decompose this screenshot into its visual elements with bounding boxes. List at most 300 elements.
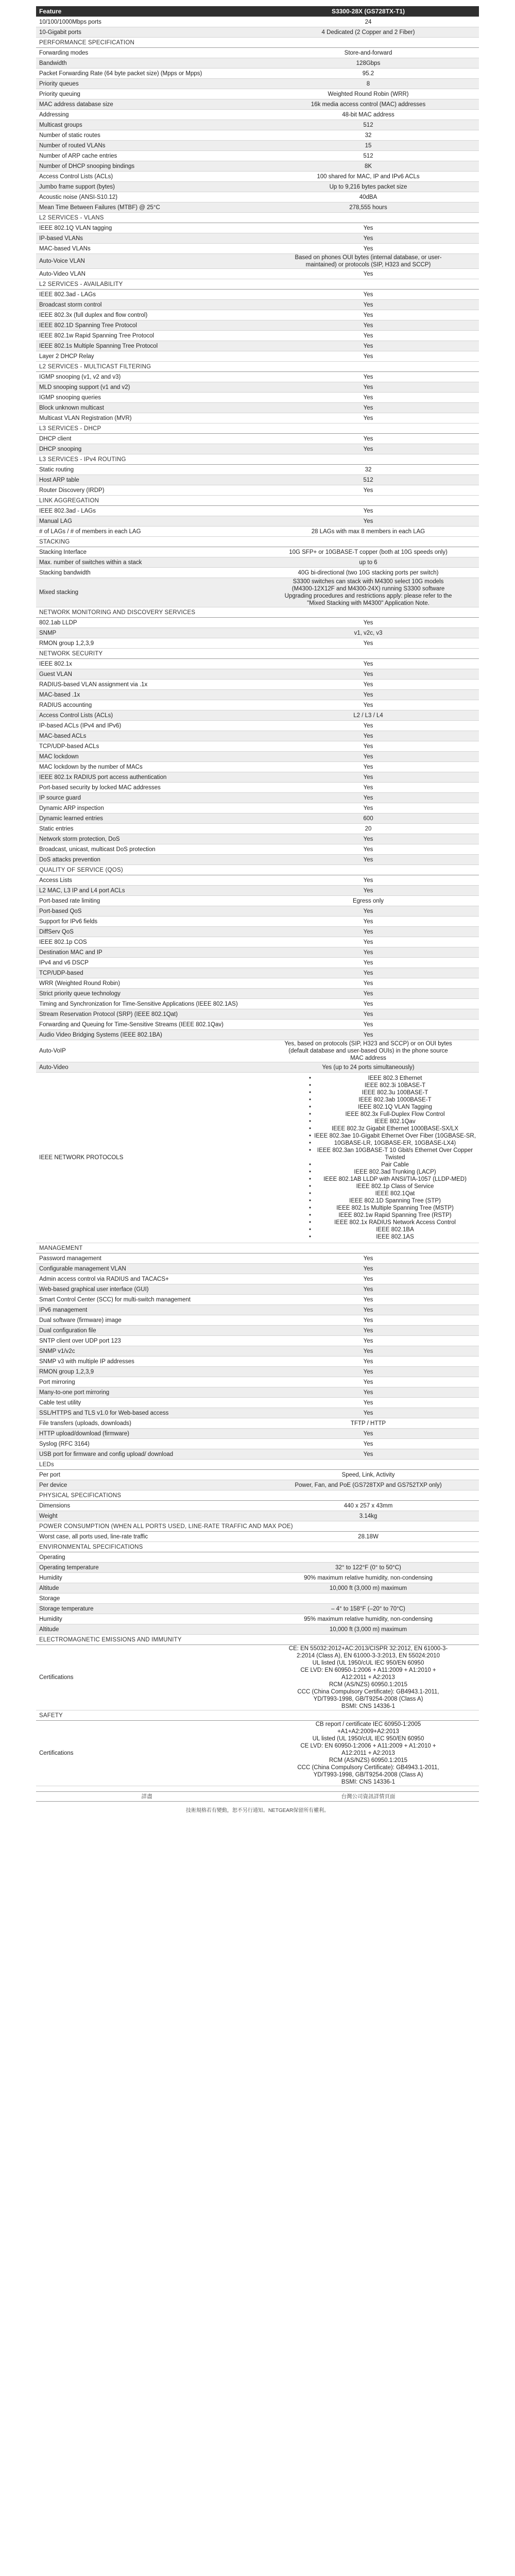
- spec-row: [36, 382, 479, 393]
- spec-row: [36, 269, 479, 279]
- protocol-item: • IEEE 802.1w Rapid Spanning Tree (RSTP): [310, 1212, 476, 1219]
- section-title: QUALITY OF SERVICE (QOS): [36, 865, 479, 875]
- spec-row: [36, 1030, 479, 1040]
- spec-row: [36, 710, 479, 721]
- spec-value: 32: [258, 465, 479, 475]
- spec-label: Broadcast, unicast, multicast DoS protection: [36, 844, 258, 855]
- spec-value: Yes: [258, 233, 479, 244]
- spec-value: Yes: [258, 1305, 479, 1315]
- spec-label: Multicast VLAN Registration (MVR): [36, 413, 258, 423]
- section-title: ENVIRONMENTAL SPECIFICATIONS: [36, 1542, 479, 1552]
- section-title: POWER CONSUMPTION (WHEN ALL PORTS USED, LINE-RATE TRAFFIC AND MAX POE): [36, 1521, 479, 1532]
- spec-label: Storage: [36, 1594, 258, 1604]
- spec-value: Yes: [258, 772, 479, 783]
- spec-row: [36, 700, 479, 710]
- spec-row: [36, 1274, 479, 1284]
- spec-value: 3.14kg: [258, 1511, 479, 1521]
- spec-label: Auto-Voice VLAN: [36, 254, 258, 269]
- page-footer: [36, 1791, 479, 1802]
- protocol-item: • IEEE 802.1AB LLDP with ANSI/TIA-1057 (LLDP-MED): [310, 1176, 476, 1183]
- spec-row: [36, 1604, 479, 1614]
- protocol-item: • IEEE 802.3 Ethernet: [310, 1075, 476, 1082]
- spec-label: Operating: [36, 1552, 258, 1563]
- spec-row: [36, 896, 479, 906]
- spec-label: IEEE 802.3ad - LAGs: [36, 506, 258, 516]
- spec-row: [36, 721, 479, 731]
- spec-row: [36, 1326, 479, 1336]
- protocol-item: • 10GBASE-LR, 10GBASE-ER, 10GBASE-LX4): [310, 1140, 476, 1147]
- spec-label: Auto-Video VLAN: [36, 269, 258, 279]
- protocol-item: • IEEE 802.1Q VLAN Tagging: [310, 1104, 476, 1111]
- spec-row: [36, 1552, 479, 1563]
- spec-row: [36, 669, 479, 680]
- spec-label: RADIUS accounting: [36, 700, 258, 710]
- spec-label: Mean Time Between Failures (MTBF) @ 25°C: [36, 202, 258, 213]
- spec-value: Yes: [258, 906, 479, 917]
- spec-label: Dual software (firmware) image: [36, 1315, 258, 1326]
- spec-label: Broadcast storm control: [36, 300, 258, 310]
- spec-row: [36, 516, 479, 527]
- spec-label: IPv4 and v6 DSCP: [36, 958, 258, 968]
- spec-value: Egress only: [258, 896, 479, 906]
- header-feature: Feature: [36, 6, 258, 17]
- spec-row: [36, 578, 479, 607]
- spec-row: [36, 803, 479, 814]
- spec-value: Yes: [258, 1030, 479, 1040]
- spec-label: Manual LAG: [36, 516, 258, 527]
- spec-value: Yes: [258, 223, 479, 233]
- spec-value: 15: [258, 141, 479, 151]
- footnote: 技術規格若有變動，恕不另行通知。NETGEAR保留所有權利。: [185, 1808, 330, 1814]
- spec-label: Password management: [36, 1253, 258, 1264]
- spec-row: [36, 1408, 479, 1418]
- spec-label: Audio Video Bridging Systems (IEEE 802.1BA): [36, 1030, 258, 1040]
- spec-value: 10,000 ft (3,000 m) maximum: [258, 1583, 479, 1594]
- spec-value: Yes: [258, 958, 479, 968]
- spec-row: [36, 1645, 479, 1710]
- spec-value: Yes: [258, 1264, 479, 1274]
- spec-value: Yes: [258, 393, 479, 403]
- spec-label: Dynamic learned entries: [36, 814, 258, 824]
- spec-label: Admin access control via RADIUS and TACACS+: [36, 1274, 258, 1284]
- spec-value: [258, 1552, 479, 1563]
- spec-label: Humidity: [36, 1573, 258, 1583]
- spec-label: Worst case, all ports used, line-rate traffic: [36, 1532, 258, 1542]
- spec-value: 8K: [258, 161, 479, 172]
- spec-row: [36, 875, 479, 886]
- spec-value: 600: [258, 814, 479, 824]
- spec-value: Yes: [258, 968, 479, 978]
- spec-row: [36, 290, 479, 300]
- spec-value: Yes: [258, 638, 479, 649]
- protocol-item: • IEEE 802.3z Gigabit Ethernet 1000BASE-SX/LX: [310, 1125, 476, 1132]
- spec-label: IEEE 802.3x (full duplex and flow control): [36, 310, 258, 320]
- spec-label: Block unknown multicast: [36, 403, 258, 413]
- spec-label: Number of ARP cache entries: [36, 151, 258, 161]
- section-header: [36, 362, 479, 372]
- spec-row: [36, 834, 479, 844]
- spec-row: [36, 783, 479, 793]
- protocol-item: • IEEE 802.3x Full-Duplex Flow Control: [310, 1111, 476, 1118]
- spec-row: [36, 1721, 479, 1786]
- protocol-item: • Pair Cable: [310, 1161, 476, 1168]
- spec-label: Stream Reservation Protocol (SRP) (IEEE 802.1Qat): [36, 1009, 258, 1020]
- spec-row: [36, 927, 479, 937]
- spec-value: 10,000 ft (3,000 m) maximum: [258, 1624, 479, 1635]
- spec-value: 16k media access control (MAC) addresses: [258, 99, 479, 110]
- spec-row: [36, 120, 479, 130]
- spec-label: Network storm protection, DoS: [36, 834, 258, 844]
- spec-row: [36, 855, 479, 865]
- protocol-item: • IEEE 802.3ab 1000BASE-T: [310, 1096, 476, 1104]
- spec-value: 100 shared for MAC, IP and IPv6 ACLs: [258, 172, 479, 182]
- spec-label: Stacking bandwidth: [36, 568, 258, 578]
- spec-row: [36, 141, 479, 151]
- spec-value: Yes: [258, 978, 479, 989]
- spec-row: [36, 244, 479, 254]
- spec-value: Yes: [258, 269, 479, 279]
- spec-row: [36, 793, 479, 803]
- spec-row: [36, 172, 479, 182]
- spec-value: Yes: [258, 1408, 479, 1418]
- spec-label: MAC lockdown: [36, 752, 258, 762]
- spec-row: [36, 1583, 479, 1594]
- spec-row: [36, 372, 479, 382]
- spec-label: # of LAGs / # of members in each LAG: [36, 527, 258, 537]
- spec-value: Yes: [258, 1367, 479, 1377]
- spec-label: DoS attacks prevention: [36, 855, 258, 865]
- spec-row: [36, 690, 479, 700]
- spec-value: Store-and-forward: [258, 48, 479, 58]
- spec-value: 4 Dedicated (2 Copper and 2 Fiber): [258, 27, 479, 38]
- section-header: [36, 496, 479, 506]
- spec-row: [36, 906, 479, 917]
- spec-row: [36, 48, 479, 58]
- spec-label: Auto-VoIP: [36, 1040, 258, 1062]
- protocol-item: • IEEE 802.3i 10BASE-T: [310, 1082, 476, 1089]
- spec-value: v1, v2c, v3: [258, 628, 479, 638]
- spec-row: [36, 1511, 479, 1521]
- spec-row: [36, 1073, 479, 1243]
- spec-label: Host ARP table: [36, 475, 258, 485]
- section-header: [36, 537, 479, 547]
- spec-label: Dual configuration file: [36, 1326, 258, 1336]
- spec-value: Yes: [258, 351, 479, 362]
- spec-table: [36, 6, 479, 1786]
- section-title: LINK AGGREGATION: [36, 496, 479, 506]
- spec-value: Yes: [258, 700, 479, 710]
- spec-value: 278,555 hours: [258, 202, 479, 213]
- spec-row: [36, 917, 479, 927]
- spec-row: [36, 202, 479, 213]
- spec-label: Cable test utility: [36, 1398, 258, 1408]
- spec-row: [36, 618, 479, 628]
- spec-row: [36, 233, 479, 244]
- spec-row: [36, 1357, 479, 1367]
- spec-value: Yes: [258, 834, 479, 844]
- spec-value: Yes: [258, 1429, 479, 1439]
- spec-value: Yes: [258, 917, 479, 927]
- spec-label: Access Lists: [36, 875, 258, 886]
- spec-label: Bandwidth: [36, 58, 258, 69]
- spec-label: Syslog (RFC 3164): [36, 1439, 258, 1449]
- spec-value: Yes: [258, 1357, 479, 1367]
- spec-row: [36, 659, 479, 669]
- spec-label: SNMP v1/v2c: [36, 1346, 258, 1357]
- spec-label: Per port: [36, 1470, 258, 1480]
- spec-label: Dynamic ARP inspection: [36, 803, 258, 814]
- spec-row: [36, 1480, 479, 1490]
- spec-label: Auto-Video: [36, 1062, 258, 1073]
- spec-label: IEEE 802.3ad - LAGs: [36, 290, 258, 300]
- spec-value: Yes: [258, 1449, 479, 1460]
- spec-label: Destination MAC and IP: [36, 947, 258, 958]
- spec-label: Multicast groups: [36, 120, 258, 130]
- spec-label: IEEE 802.1s Multiple Spanning Tree Protocol: [36, 341, 258, 351]
- spec-value: Yes, based on protocols (SIP, H323 and SCCP) or on OUI bytes (default database and user-based OUIs) in the phone source MAC address: [258, 1040, 479, 1062]
- spec-value: Yes: [258, 444, 479, 454]
- spec-label: Layer 2 DHCP Relay: [36, 351, 258, 362]
- spec-row: [36, 110, 479, 120]
- spec-value: 32° to 122°F (0° to 50°C): [258, 1563, 479, 1573]
- spec-label: TCP/UDP-based ACLs: [36, 741, 258, 752]
- spec-value: CE: EN 55032:2012+AC:2013/CISPR 32:2012, EN 61000-3- 2:2014 (Class A), EN 61000-3-3:2013, EN 55024:2010 UL listed (UL 1950/cUL IEC 950/EN 60950 CE LVD: EN 60950-1:2006 + A11:2009 + A1:2010 + A12:2011 + A2:2013 RCM (AS/NZS) 60950.1:2015 CCC (China Compulsory Certificate): GB4943.1-2011, YD/T993-1998, GB/T9254-2008 (Class A) BSMI: CNS 14336-1: [258, 1645, 479, 1710]
- spec-label: Dimensions: [36, 1501, 258, 1511]
- spec-row: [36, 69, 479, 79]
- spec-value: Yes (up to 24 ports simultaneously): [258, 1062, 479, 1073]
- spec-label: MAC-based ACLs: [36, 731, 258, 741]
- protocol-item: • IEEE 802.1BA: [310, 1226, 476, 1233]
- spec-label: Priority queuing: [36, 89, 258, 99]
- spec-label: MAC-based VLANs: [36, 244, 258, 254]
- spec-row: [36, 130, 479, 141]
- protocol-item: • IEEE 802.1s Multiple Spanning Tree (MSTP): [310, 1205, 476, 1212]
- spec-label: Port-based security by locked MAC addresses: [36, 783, 258, 793]
- spec-label: IP source guard: [36, 793, 258, 803]
- spec-value: Weighted Round Robin (WRR): [258, 89, 479, 99]
- spec-row: [36, 254, 479, 269]
- spec-label: Access Control Lists (ACLs): [36, 710, 258, 721]
- spec-value: Yes: [258, 1315, 479, 1326]
- spec-value: Yes: [258, 1326, 479, 1336]
- section-header: [36, 279, 479, 290]
- spec-value: Up to 9,216 bytes packet size: [258, 182, 479, 192]
- spec-label: Altitude: [36, 1583, 258, 1594]
- spec-row: [36, 413, 479, 423]
- spec-row: [36, 444, 479, 454]
- section-title: SAFETY: [36, 1710, 479, 1721]
- protocol-item: • IEEE 802.1x RADIUS Network Access Control: [310, 1219, 476, 1226]
- spec-value: Yes: [258, 300, 479, 310]
- spec-label: Router Discovery (IRDP): [36, 485, 258, 496]
- section-header: [36, 1521, 479, 1532]
- spec-row: [36, 1367, 479, 1377]
- spec-label: TCP/UDP-based: [36, 968, 258, 978]
- spec-value: 95.2: [258, 69, 479, 79]
- protocol-item: • IEEE 802.1D Spanning Tree (STP): [310, 1197, 476, 1205]
- spec-value: Yes: [258, 382, 479, 393]
- spec-value: Yes: [258, 331, 479, 341]
- protocol-list: [305, 1075, 476, 1241]
- spec-row: [36, 403, 479, 413]
- spec-label: IGMP snooping queries: [36, 393, 258, 403]
- spec-value: [258, 1594, 479, 1604]
- spec-label: Many-to-one port mirroring: [36, 1387, 258, 1398]
- spec-value: 32: [258, 130, 479, 141]
- spec-row: [36, 161, 479, 172]
- spec-value: – 4° to 158°F (–20° to 70°C): [258, 1604, 479, 1614]
- spec-row: [36, 638, 479, 649]
- spec-label: Port-based rate limiting: [36, 896, 258, 906]
- spec-value: Yes: [258, 516, 479, 527]
- spec-row: [36, 182, 479, 192]
- spec-row: [36, 341, 479, 351]
- spec-row: [36, 1336, 479, 1346]
- spec-row: [36, 485, 479, 496]
- spec-value: 95% maximum relative humidity, non-condensing: [258, 1614, 479, 1624]
- spec-row: [36, 331, 479, 341]
- spec-label: MAC lockdown by the number of MACs: [36, 762, 258, 772]
- spec-label: Timing and Synchronization for Time-Sensitive Applications (IEEE 802.1AS): [36, 999, 258, 1009]
- spec-label: Mixed stacking: [36, 578, 258, 607]
- spec-value: Yes: [258, 803, 479, 814]
- spec-value: Yes: [258, 1274, 479, 1284]
- spec-row: [36, 1501, 479, 1511]
- section-title: LEDs: [36, 1460, 479, 1470]
- spec-value: Yes: [258, 947, 479, 958]
- spec-value: 20: [258, 824, 479, 834]
- spec-value: Yes: [258, 506, 479, 516]
- spec-row: [36, 978, 479, 989]
- spec-label: MAC-based .1x: [36, 690, 258, 700]
- spec-row: [36, 1563, 479, 1573]
- spec-value: Yes: [258, 341, 479, 351]
- spec-row: [36, 1449, 479, 1460]
- spec-value: 90% maximum relative humidity, non-condensing: [258, 1573, 479, 1583]
- spec-label: IGMP snooping (v1, v2 and v3): [36, 372, 258, 382]
- table-header-row: [36, 6, 479, 17]
- spec-row: [36, 1295, 479, 1305]
- spec-row: [36, 557, 479, 568]
- spec-row: [36, 741, 479, 752]
- spec-label: Per device: [36, 1480, 258, 1490]
- spec-value: 28 LAGs with max 8 members in each LAG: [258, 527, 479, 537]
- spec-row: [36, 1040, 479, 1062]
- spec-label: Number of DHCP snooping bindings: [36, 161, 258, 172]
- section-header: [36, 1490, 479, 1501]
- spec-row: [36, 1377, 479, 1387]
- spec-label: Priority queues: [36, 79, 258, 89]
- section-header: [36, 649, 479, 659]
- spec-value: Yes: [258, 989, 479, 999]
- spec-row: [36, 58, 479, 69]
- spec-label: RMON group 1,2,3,9: [36, 638, 258, 649]
- spec-value: Yes: [258, 669, 479, 680]
- spec-label: MAC address database size: [36, 99, 258, 110]
- spec-row: [36, 680, 479, 690]
- spec-row: [36, 465, 479, 475]
- section-header: [36, 423, 479, 434]
- spec-label: 10-Gigabit ports: [36, 27, 258, 38]
- section-header: [36, 213, 479, 223]
- spec-value: 48-bit MAC address: [258, 110, 479, 120]
- spec-value: Based on phones OUI bytes (internal database, or user- maintained) or protocols (SIP, H323 and SCCP): [258, 254, 479, 269]
- section-title: ELECTROMAGNETIC EMISSIONS AND IMMUNITY: [36, 1635, 479, 1645]
- spec-value: Yes: [258, 659, 479, 669]
- spec-value: Yes: [258, 244, 479, 254]
- spec-row: [36, 89, 479, 99]
- spec-value: Yes: [258, 1387, 479, 1398]
- spec-row: [36, 192, 479, 202]
- spec-row: [36, 731, 479, 741]
- spec-row: [36, 223, 479, 233]
- spec-value: Yes: [258, 1009, 479, 1020]
- spec-value: Yes: [258, 310, 479, 320]
- section-header: [36, 1542, 479, 1552]
- spec-value: up to 6: [258, 557, 479, 568]
- spec-row: [36, 1532, 479, 1542]
- spec-row: [36, 27, 479, 38]
- spec-row: [36, 1594, 479, 1604]
- spec-value: Yes: [258, 1253, 479, 1264]
- spec-row: [36, 1062, 479, 1073]
- spec-row: [36, 1429, 479, 1439]
- spec-value: Yes: [258, 1020, 479, 1030]
- spec-label: Packet Forwarding Rate (64 byte packet size) (Mpps or Mpps): [36, 69, 258, 79]
- spec-row: [36, 628, 479, 638]
- spec-value: Power, Fan, and PoE (GS728TXP and GS752TXP only): [258, 1480, 479, 1490]
- spec-label: Forwarding and Queuing for Time-Sensitive Streams (IEEE 802.1Qav): [36, 1020, 258, 1030]
- spec-label: Access Control Lists (ACLs): [36, 172, 258, 182]
- spec-label: Operating temperature: [36, 1563, 258, 1573]
- section-title: STACKING: [36, 537, 479, 547]
- spec-value: Yes: [258, 1439, 479, 1449]
- spec-label: File transfers (uploads, downloads): [36, 1418, 258, 1429]
- spec-label: Certifications: [36, 1645, 258, 1710]
- spec-value: TFTP / HTTP: [258, 1418, 479, 1429]
- section-title: L3 SERVICES - IPv4 ROUTING: [36, 454, 479, 465]
- spec-label: Certifications: [36, 1721, 258, 1786]
- spec-row: [36, 1264, 479, 1274]
- spec-value: Yes: [258, 844, 479, 855]
- spec-row: [36, 475, 479, 485]
- spec-row: [36, 1020, 479, 1030]
- spec-row: [36, 958, 479, 968]
- spec-value: Yes: [258, 783, 479, 793]
- spec-label: Humidity: [36, 1614, 258, 1624]
- section-header: [36, 607, 479, 618]
- spec-value: 8: [258, 79, 479, 89]
- spec-row: [36, 1009, 479, 1020]
- spec-row: [36, 434, 479, 444]
- spec-value: Yes: [258, 1336, 479, 1346]
- section-title: L2 SERVICES - MULTICAST FILTERING: [36, 362, 479, 372]
- spec-value: Yes: [258, 1284, 479, 1295]
- spec-value: Yes: [258, 886, 479, 896]
- spec-label: IEEE 802.1x RADIUS port access authentication: [36, 772, 258, 783]
- spec-value: Yes: [258, 875, 479, 886]
- spec-value: 512: [258, 120, 479, 130]
- spec-row: [36, 937, 479, 947]
- spec-label: IEEE 802.1Q VLAN tagging: [36, 223, 258, 233]
- spec-label: SNTP client over UDP port 123: [36, 1336, 258, 1346]
- section-header: [36, 865, 479, 875]
- section-title: L2 SERVICES - AVAILABILITY: [36, 279, 479, 290]
- spec-row: [36, 844, 479, 855]
- spec-row: [36, 1284, 479, 1295]
- spec-value: S3300 switches can stack with M4300 select 10G models (M4300-12X12F and M4300-24X) running S3300 software Upgrading procedures and restrictions apply: please refer to the "Mixed Stacking with M4300" Application Note.: [258, 578, 479, 607]
- spec-label: Max. number of switches within a stack: [36, 557, 258, 568]
